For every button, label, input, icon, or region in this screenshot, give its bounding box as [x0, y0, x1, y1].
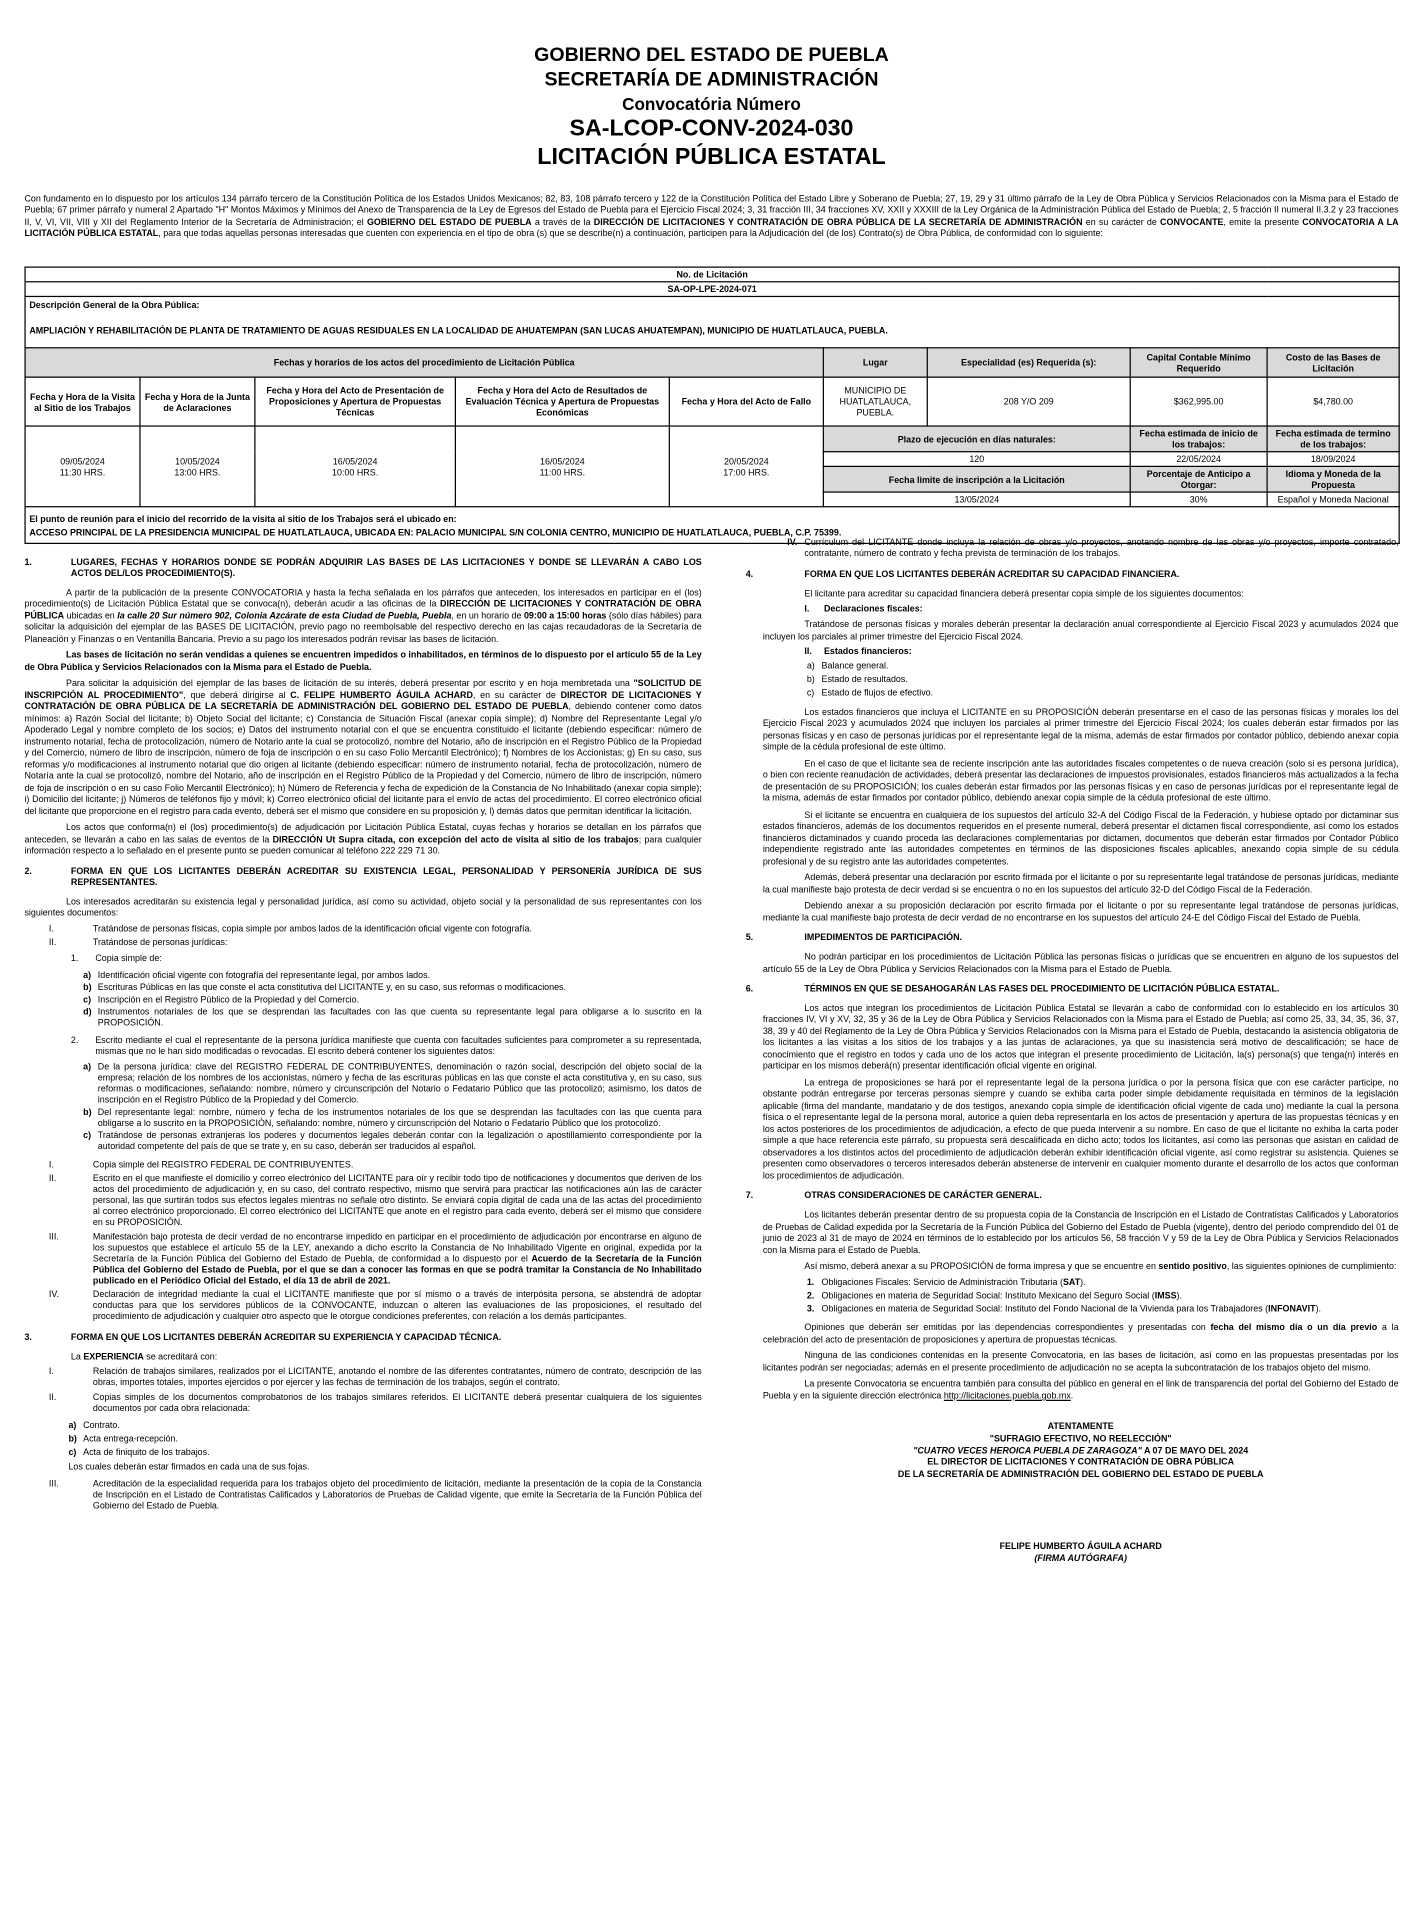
fechas-header: Fechas y horarios de los actos del procedimiento de Licitación Pública — [25, 348, 823, 377]
visita-value: 09/05/2024 11:30 HRS. — [25, 426, 140, 507]
section-4-item-c: c) Estado de flujos de efectivo. — [806, 686, 934, 698]
plazo-value: 120 — [823, 452, 1130, 467]
section-7-opinion-2: 2. Obligaciones en materia de Seguridad Social: Instituto Mexicano del Seguro Social (IMSS). — [806, 1289, 1183, 1301]
header-licitacion-type: LICITACIÓN PÚBLICA ESTATAL — [537, 144, 886, 170]
section-2-item-ii: II. Tratándose de personas jurídicas: — [48, 936, 228, 948]
limite-value: 13/05/2024 — [823, 492, 1130, 507]
fallo-header: Fecha y Hora del Acto de Fallo — [669, 377, 823, 426]
header-convocatoria-number: SA-LCOP-CONV-2024-030 — [569, 116, 854, 142]
section-7-p3: Opiniones que deberán ser emitidas por las dependencias correspondientes y presentadas con fecha del mismo día o un día previo a la celebración del acto de presentación de proposiciones y apertura de propuestas técnicas. — [762, 1322, 1399, 1345]
section-2-escrito-c: c) Tratándose de personas extranjeras los poderes y documentos legales deberán contar con la legalización o apostillamiento correspondiente por la autoridad competente del país de que se trate y, en su caso, deberán ser traducidos al español. — [83, 1129, 702, 1152]
capital-value: $362,995.00 — [1130, 377, 1267, 426]
section-7-title: 7. OTRAS CONSIDERACIONES DE CARÁCTER GENERAL. — [745, 1189, 1042, 1201]
section-5-title: 5. IMPEDIMENTOS DE PARTICIPACIÓN. — [745, 931, 963, 943]
section-1-title: 1. LUGARES, FECHAS Y HORARIOS DONDE SE PODRÁN ADQUIRIR LAS BASES DE LAS LICITACIONES Y DONDE SE LLEVARÁN A CABO LOS ACTOS DEL/LOS PROCEDIMIENTO(S). — [24, 556, 702, 579]
signature-block — [734, 1421, 1399, 1564]
junta-header: Fecha y Hora de la Junta de Aclaraciones — [140, 377, 255, 426]
section-2-escrito: 2. Escrito mediante el cual el representante de la persona jurídica manifieste que cuenta con facultades suficientes para comprometer a su representada, mismas que no le han sido modificadas o revocadas. El escrito deberá contener los siguientes datos: — [70, 1033, 702, 1056]
section-2-item-i: I. Tratándose de personas físicas, copia simple por ambos lados de la identificación oficial vigente con fotografía. — [48, 922, 532, 934]
section-6-p1: Los actos que integran los procedimientos de Licitación Pública Estatal se llevarán a cabo de conformidad con lo establecido en los artículos 30 fracciones IV, VI y XV, 32, 35 y 36 de la Ley de Obra Pública y Servicios Relacionados con la Misma para el Estado de Puebla; así como 25, 33, 34, 35, 36, 37, 38, 39 y 40 del Reglamento de la Ley de Obra Pública y Servicios Relacionados con la Misma para el Estado de Puebla, destacando la asistencia obligatoria de los licitantes a las visitas a los sitios de los trabajos y a las juntas de aclaraciones, ya que su inasistencia será motivo de descalificación; se hace de conocimiento que el registro en todos y cada uno de los actos que integran el presente procedimiento de Licitación, la(s) persona(s) que tenga(n) interés en participar en los mismos deberá(n) presentar identificación oficial vigente en original. — [762, 1002, 1399, 1072]
signature-note: (FIRMA AUTÓGRAFA) — [1034, 1552, 1127, 1564]
lugar-header: Lugar — [823, 348, 927, 377]
costo-value: $4,780.00 — [1267, 377, 1399, 426]
section-4-p5: Si el licitante se encuentra en cualquiera de los supuestos del artículo 32-A del Código Fiscal de la Federación, y hubiese optado por dictaminar sus estados financieros, además de los documentos requeridos en el presente numeral, deberá presentar el dictamen fiscal correspondiente, así como los estados financieros dictaminados y cuando proceda las declaraciones complementarias por dictamen, documentos que deberán estar firmados por Contador Público independiente registrado ante las autoridades competentes en términos de las disposiciones fiscales aplicables, anexando copia simple de su cédula profesional y de su registro ante las autoridades competentes. — [762, 808, 1399, 867]
section-2-copia: 1. Copia simple de: — [70, 952, 162, 964]
section-3-note: Los cuales deberán estar firmados en cada una de sus fojas. — [68, 1460, 310, 1472]
signature-motto: "SUFRAGIO EFECTIVO, NO REELECCIÓN" — [989, 1432, 1172, 1444]
document-header — [0, 44, 1423, 171]
section-7-p2: Así mismo, deberá anexar a su PROPOSICIÓN de forma impresa y que se encuentre en sentido positivo, las siguientes opiniones de cumplimiento: — [804, 1260, 1397, 1272]
section-2-p1: Los interesados acreditarán su existencia legal y personalidad jurídica, así como su actividad, objeto social y la personalidad de sus representantes con los siguientes documentos: — [24, 895, 702, 919]
section-4-item-a: a) Balance general. — [806, 660, 889, 672]
section-3-item-ii: II. Copias simples de los documentos comprobatorios de los trabajos similares referidos. El LICITANTE deberá presentar cualquiera de los siguientes documentos por cada obra relacionada: — [48, 1391, 702, 1414]
signature-place-date: "CUATRO VECES HEROICA PUEBLA DE ZARAGOZA" A 07 DE MAYO DEL 2024 — [913, 1444, 1249, 1456]
section-4-p1: El licitante para acreditar su capacidad financiera deberá presentar copia simple de los siguientes documentos: — [804, 587, 1244, 599]
section-2-escrito-b: b) Del representante legal: nombre, número y fecha de los instrumentos notariales de los que se desprendan las facultades con las que cuenta para obligarse a lo suscrito en la PROPOSICIÓN, señalando: nombre, número y circunscripción del Notario o Fedatario Público que los protocolizó. — [83, 1106, 702, 1129]
section-3-item-a: a) Contrato. — [68, 1419, 120, 1431]
obra-description-value: AMPLIACIÓN Y REHABILITACIÓN DE PLANTA DE TRATAMIENTO DE AGUAS RESIDUALES EN LA LOCALIDAD DE AHUATEMPAN (SAN LUCAS AHUATEMPAN), MUNICIPIO DE HUATLATLAUCA, PUEBLA. — [25, 314, 1399, 348]
section-2-copia-a: a) Identificación oficial vigente con fotografía del representante legal, por ambos lados. — [83, 969, 431, 981]
lugar-value: MUNICIPIO DE HUATLATLAUCA, PUEBLA. — [823, 377, 927, 426]
junta-value: 10/05/2024 13:00 HRS. — [140, 426, 255, 507]
limite-label: Fecha limite de inscripción a la Licitación — [823, 466, 1130, 492]
section-1-p4: Los actos que conforma(n) el (los) procedimiento(s) de adjudicación por Licitación Pública Estatal, cuyas fechas y horarios se detallan en los párrafos que anteceden, se llevarán a cabo en las salas de eventos de la DIRECCIÓN Ut Supra citada, con excepción del acto de visita al sitio de los trabajos; para cualquier información respecto a lo señalado en el presente punto se pueden comunicar al teléfono 222 229 71 30. — [24, 821, 702, 857]
section-2-escrito-a: a) De la persona jurídica: clave del REGISTRO FEDERAL DE CONTRIBUYENTES, denominación o razón social, descripción del objeto social de la empresa; relación de los nombres de los accionistas, número y fecha de las escrituras públicas en las que conste el acta constitutiva y, en su caso, sus reformas o modificaciones, señalando: nombre, número y circunscripción del Notario o Fedatario Público que las protocolizó; asimismo, los datos de inscripción en el Registro Público de la Propiedad y del Comercio. — [83, 1061, 702, 1106]
section-1-p3: Para solicitar la adquisición del ejemplar de las bases de licitación de su interés, deberá presentar por escrito y en hoja membretada una "SOLICITUD DE INSCRIPCIÓN AL PROCEDIMIENTO", que deberá dirigirse al C. FELIPE HUMBERTO ÁGUILA ACHARD, en su carácter de DIRECTOR DE LICITACIONES Y CONTRATACIÓN DE OBRA PÚBLICA DE LA SECRETARÍA DE ADMINISTRACIÓN DEL GOBIERNO DEL ESTADO DE PUEBLA, debiendo contener como datos mínimos: a) Razón Social del licitante; b) Objeto Social del licitante; c) Constancia de Situación Fiscal (anexar copia simple); d) Nombre del Representante Legal y/o Apoderado Legal y nombre completo de los socios; e) Datos del instrumento notarial con el que se encuentra constituido el licitante (debiendo especificar: número de instrumento notarial, fecha de protocolización, número de Notario ante la cual se protocolizó, nombre del Notario, año de inscripción en el Registro Público de la Propiedad y del Comercio, número de libro de inscripción, número de foja de inscripción o en su caso Folio Mercantil Electrónico); f) Nombres de los Accionistas; g) En su caso, sus reformas y/o modificaciones al instrumento notarial que dio origen al licitante (debiendo especificar: número de instrumento notarial, fecha de protocolización, número de Notaría ante la cual se protocolizó, nombre del Notario, año de inscripción en el Registro Público de la Propiedad y del Comercio, número de libro de inscripción, número de foja de inscripción o en su caso Folio Mercantil Electrónico); h) Número de Referencia y fecha de expedición de la Constancia de No Inhabilitado (anexar copia simple); i) Domicilio del licitante; j) Números de teléfonos fijo y móvil; k) Correo electrónico oficial del licitante para el envío de actas del procedimiento. El correo electrónico oficial del licitante que proporcione en el registro para cada evento, deberá ser el mismo que considere en su proposición y, l) demás datos que permitan identificar la licitación. — [24, 677, 702, 817]
right-column — [734, 538, 1399, 1564]
section-2-copia-d: d) Instrumentos notariales de los que se desprendan las facultades con las que cuenta su representante legal para obligarse a lo suscrito en la PROPOSICIÓN. — [83, 1006, 702, 1028]
signature-atentamente: ATENTAMENTE — [1047, 1421, 1114, 1433]
anticipo-label: Porcentaje de Anticipo a Otorgar: — [1130, 466, 1267, 492]
licitaciones-link[interactable]: http://licitaciones.puebla.gob.mx — [943, 1389, 1071, 1401]
signature-position-1: EL DIRECTOR DE LICITACIONES Y CONTRATACIÓN DE OBRA PÚBLICA — [927, 1456, 1235, 1468]
section-7-p1: Los licitantes deberán presentar dentro de su propuesta copia de la Constancia de Inscripción en el Listado de Contratistas Calificados y Laboratorios de Pruebas de Calidad expedida por la Secretaría de la Función Pública del Gobierno del Estado de Puebla (vigente), dentro del periodo comprendido del 01 de junio de 2023 al 31 de mayo de 2024 en términos de lo establecido por los artículos 56, 58 fracción V y 59 de la Ley de Obra Pública y Servicios Relacionados con la Misma para el Estado de Puebla. — [762, 1209, 1399, 1256]
section-3-item-iv: IV. Currículum del LICITANTE donde incluya la relación de obras y/o proyectos, anotando nombre de las obras y/o proyectos, importe contratado, contratante, número de contrato y fecha prevista de terminación de los trabajos. — [787, 536, 1399, 559]
section-7-p5: La presente Convocatoria se encuentra también para consulta del público en general en el link de transparencia del portal del Gobierno del Estado de Puebla y en la siguiente dirección electrónica http://licitaciones.puebla.gob.mx. — [762, 1378, 1399, 1401]
header-convocatoria-label: Convocatória Número — [622, 94, 801, 114]
section-5-p1: No podrán participar en los procedimientos de Licitación Pública las personas físicas o jurídicas que se encuentren en alguno de los supuestos del artículo 55 de la Ley de Obra Pública y Servicios Relacionados con la Misma para el Estado de Puebla. — [762, 951, 1399, 974]
section-4-item-i: I. Declaraciones fiscales: — [804, 602, 923, 614]
section-7-opinion-1: 1. Obligaciones Fiscales: Servicio de Administración Tributaria (SAT). — [806, 1276, 1086, 1288]
licitacion-number-value: SA-OP-LPE-2024-071 — [25, 282, 1399, 297]
left-column — [24, 548, 701, 1516]
header-government: GOBIERNO DEL ESTADO DE PUEBLA — [534, 45, 889, 67]
resultados-value: 16/05/2024 11:00 HRS. — [455, 426, 669, 507]
section-2-title: 2. FORMA EN QUE LOS LICITANTES DEBERÁN ACREDITAR SU EXISTENCIA LEGAL, PERSONALIDAD Y PERSONERÍA JURÍDICA DE SUS REPRESENTANTES. — [24, 865, 702, 888]
section-4-p4: En el caso de que el licitante sea de reciente inscripción ante las autoridades fiscales competentes o de nueva creación (solo si es persona jurídica), o bien con reciente reanudación de actividades, deberá presentar las declaraciones de impuestos provisionales, estados financieros más actualizados a la fecha de presentación de su PROPOSICIÓN; los cuales deberán estar firmados por las personas físicas y en caso de personas jurídicas por el representante legal de la misma, además de estar firmados por contador público, debiendo anexar copia simple de la cédula profesional de este último. — [762, 757, 1399, 804]
inicio-label: Fecha estimada de inicio de los trabajos: — [1130, 426, 1267, 452]
presentacion-value: 16/05/2024 10:00 HRS. — [255, 426, 455, 507]
anticipo-value: 30% — [1130, 492, 1267, 507]
section-2-protesta: III. Manifestación bajo protesta de decir verdad de no encontrarse impedido en participar en el procedimiento de adjudicación por encontrarse en alguno de los supuestos que establece el artículo 55 de la LEY, anexando a dicho escrito la Constancia de No Inhabilitado Vigente en original, expedida por la Secretaría de la Función Pública del Gobierno del Estado de Puebla, de conformidad a lo dispuesto por el Acuerdo de la Secretaría de la Función Pública del Gobierno del Estado de Puebla, por el que se dan a conocer las formas en que se podrá tramitar la Constancia de No Inhabilitado publicado en el Periódico Oficial del Estado, el día 13 de abril de 2021. — [48, 1230, 702, 1286]
section-4-p7: Debiendo anexar a su proposición declaración por escrito firmada por el licitante o por su representante legal tratándose de personas jurídicas, mediante la cual manifieste bajo protesta de decir verdad de no encontrarse en los supuestos del artículo 24-E del Código Fiscal del Estado de Puebla. — [762, 899, 1399, 923]
especialidad-value: 208 Y/O 209 — [927, 377, 1130, 426]
section-3-p1: La EXPERIENCIA se acreditará con: — [70, 1350, 218, 1362]
section-4-item-ii: II. Estados financieros: — [804, 645, 912, 657]
idioma-value: Español y Moneda Nacional — [1267, 492, 1399, 507]
section-3-title: 3. FORMA EN QUE LOS LICITANTES DEBERÁN ACREDITAR SU EXPERIENCIA Y CAPACIDAD TÉCNICA. — [24, 1331, 502, 1343]
section-2-domicilio: II. Escrito en el que manifieste el domicilio y correo electrónico del LICITANTE para oír y recibir todo tipo de notificaciones y documentos que deriven de los actos del procedimiento de adjudicación y, en su caso, del contrato respectivo, mismo que servirá para practicar las notificaciones aún las de carácter personal, las que surtirán todos sus efectos legales mientras no señale otro distinto. Se enviará copia digital de cada una de las actas del procedimiento al correo electrónico proporcionado. El correo electrónico del LICITANTE que anote en el registro para cada evento, deberá ser el mismo que considere en su PROPOSICIÓN. — [48, 1172, 702, 1228]
punto-reunion-value: ACCESO PRINCIPAL DE LA PRESIDENCIA MUNICIPAL DE HUATLATLAUCA, UBICADA EN: PALACIO MUNICIPAL S/N COLONIA CENTRO, MUNICIPIO DE HUATLATLAUCA, PUEBLA, C.P. 75399. — [25, 526, 1399, 544]
fallo-value: 20/05/2024 17:00 HRS. — [669, 426, 823, 507]
section-1-p1: A partir de la publicación de la presente CONVOCATORIA y hasta la fecha señalada en los párrafos que anteceden, los interesados en participar en el (los) procedimiento(s) de Licitación Pública Estatal que se convoca(n), deberán acudir a las oficinas de la DIRECCIÓN DE LICITACIONES Y CONTRATACIÓN DE OBRA PÚBLICA ubicadas en la calle 20 Sur número 902, Colonia Azcárate de esta Ciudad de Puebla, Puebla, en un horario de 09:00 a 15:00 horas (sólo días hábiles) para solicitar la adquisición del ejemplar de las BASES DE LICITACIÓN, previo pago no reembolsable del respectivo derecho en las cajas recaudadoras de la Secretaría de Planeación y Finanzas o en Ventanilla Bancaria. Previo a su pago los interesados podrán revisar las bases de licitación. — [24, 586, 702, 644]
section-6-title: 6. TÉRMINOS EN QUE SE DESAHOGARÁN LAS FASES DEL PROCEDIMIENTO DE LICITACIÓN PÚBLICA ESTATAL. — [745, 982, 1280, 994]
termino-label: Fecha estimada de termino de los trabajos: — [1267, 426, 1399, 452]
section-4-p6: Además, deberá presentar una declaración por escrito firmada por el licitante o por su representante legal tratándose de personas jurídicas, mediante la cual manifieste bajo protesta de decir verdad si se encuentra o no en los supuestos del artículo 32-D del Código Fiscal de la Federación. — [762, 871, 1399, 895]
especialidad-header: Especialidad (es) Requerida (s): — [927, 348, 1130, 377]
section-7-opinion-3: 3. Obligaciones en materia de Seguridad Social: Instituto del Fondo Nacional de la Vivienda para los Trabajadores (INFONAVIT). — [806, 1302, 1322, 1314]
presentacion-header: Fecha y Hora del Acto de Presentación de Proposiciones y Apertura de Propuestas Técnicas — [255, 377, 455, 426]
section-4-title: 4. FORMA EN QUE LOS LICITANTES DEBERÁN ACREDITAR SU CAPACIDAD FINANCIERA. — [745, 568, 1180, 580]
section-4-p2: Tratándose de personas físicas y morales deberán presentar la declaración anual correspondiente al Ejercicio Fiscal 2023 y acumulados 2024 que incluyen los parciales al primer trimestre del Ejercicio Fiscal 2024. — [762, 618, 1399, 642]
section-7-p4: Ninguna de las condiciones contenidas en la presente Convocatoria, en las bases de licitación, así como en las propuestas presentadas por los licitantes podrán ser negociadas; además en el presente procedimiento de adjudicación no se acepta la subcontratación de los trabajos objeto del mismo. — [762, 1350, 1399, 1373]
intro-paragraph: Con fundamento en lo dispuesto por los artículos 134 párrafo tercero de la Constitución Política de los Estados Unidos Mexicanos; 82, 83, 108 párrafo tercero y 122 de la Constitución Política del Estado Libre y Soberano de Puebla; 27, 19, 29 y 31 último párrafo de la Ley de Obra Pública y Servicios Relacionados con la Misma para el Estado de Puebla; 67 primer párrafo y numeral 2 Apartado "H" Montos Máximos y Mínimos del Anexo de Transparencia de la Ley de Egresos del Estado de Puebla para el Ejercicio Fiscal 2024; 3, 31 fracción III, 34 fracciones XV, XXII y XXXIII de la Ley Orgánica de la Administración Pública del Estado de Puebla; 2, 5 fracción II numeral II.3.2 y 23 fracciones II, V, VI, VII, VIII y XII del Reglamento Interior de la Secretaría de Administración; el GOBIERNO DEL ESTADO DE PUEBLA a través de la DIRECCIÓN DE LICITACIONES Y CONTRATACIÓN DE OBRA PÚBLICA DE LA SECRETARÍA DE ADMINISTRACIÓN en su carácter de CONVOCANTE, emite la presente CONVOCATORIA A LA LICITACIÓN PÚBLICA ESTATAL, para que todas aquellas personas interesadas que cuenten con experiencia en el tipo de obra (s) que se describe(n) a continuación, participen para la Adjudicación del (de los) Contrato(s) de Obra Pública, de conformidad con lo siguiente: — [24, 193, 1399, 239]
section-3-item-c: c) Acta de finiquito de los trabajos. — [68, 1445, 210, 1457]
section-6-p2: La entrega de proposiciones se hará por el representante legal de la persona jurídica o por la persona física que con ese carácter participe, no obstante podrán entregarse por terceras personas siempre y cuando se exhiba carta poder simple debidamente requisitada en términos de la legislación aplicable (firma del mandante, mandatario y de dos testigos, anexando copia simple de identificación oficial vigente de cada uno) mediante la cual la persona física o el representante legal de la persona moral, autorice a quien deba representarla en los actos de presentación y apertura de las propuestas técnicas y en los actos posteriores de los procedimientos de adjudicación, a efecto de que pueda intervenir a su nombre. En caso de que el licitante no exhiba la carta poder simple a que hace referencia este párrafo, su propuesta será descalificada en dicho acto; todos los licitantes, así como las personas que asistan en calidad de observadores a los distintos actos del procedimiento de adjudicación deberán exhibir identificación oficial vigente, así como registrar su asistencia. Quienes se presenten como observadores o terceros interesados deberán abstenerse de intervenir en cualquier momento durante el desarrollo de los actos que conforman los procedimientos de adjudicación. — [762, 1076, 1399, 1181]
signature-name: FELIPE HUMBERTO ÁGUILA ACHARD — [999, 1540, 1162, 1552]
section-4-item-b: b) Estado de resultados. — [806, 673, 908, 685]
section-3-item-i: I. Relación de trabajos similares, realizados por el LICITANTE, anotando el nombre de las diferentes contratantes, número de contrato, descripción de las obras, importes totales, importes ejercidos o por ejercer y las fechas de terminación de los trabajos, según el contrato. — [48, 1366, 702, 1388]
visita-header: Fecha y Hora de la Visita al Sitio de los Trabajos — [25, 377, 140, 426]
resultados-header: Fecha y Hora del Acto de Resultados de Evaluación Técnica y Apertura de Propuestas Económicas — [455, 377, 669, 426]
section-2-copia-b: b) Escrituras Públicas en las que conste el acta constitutiva del LICITANTE y, en su caso, sus reformas o modificaciones. — [83, 981, 567, 993]
capital-header: Capital Contable Mínimo Requerido — [1130, 348, 1267, 377]
costo-header: Costo de las Bases de Licitación — [1267, 348, 1399, 377]
signature-position-2: DE LA SECRETARÍA DE ADMINISTRACIÓN DEL GOBIERNO DEL ESTADO DE PUEBLA — [897, 1468, 1264, 1480]
obra-description-label: Descripción General de la Obra Pública: — [25, 296, 1399, 313]
section-3-item-iii: III. Acreditación de la especialidad requerida para los trabajos objeto del procedimiento de licitación, mediante la presentación de la copia de la Constancia de Inscripción en el Listado de Contratistas Calificados y Laboratorios de Pruebas de Calidad vigente, que emite la Secretaría de la Función Pública del Gobierno del Estado de Puebla. — [48, 1478, 702, 1511]
licitacion-number-label: No. de Licitación — [25, 267, 1399, 282]
licitacion-table — [24, 267, 1398, 545]
idioma-label: Idioma y Moneda de la Propuesta — [1267, 466, 1399, 492]
section-2-copia-c: c) Inscripción en el Registro Público de la Propiedad y del Comercio. — [83, 993, 360, 1005]
punto-reunion-label: El punto de reunión para el inicio del recorrido de la visita al sitio de los Trabajos será el ubicado en: — [25, 507, 1399, 526]
inicio-value: 22/05/2024 — [1130, 452, 1267, 467]
plazo-label: Plazo de ejecución en días naturales: — [823, 426, 1130, 452]
section-2-rfc: I. Copia simple del REGISTRO FEDERAL DE CONTRIBUYENTES. — [48, 1158, 354, 1170]
section-2-integridad: IV. Declaración de integridad mediante la cual el LICITANTE manifieste que por sí mismo o a través de interpósita persona, se abstendrá de adoptar conductas para que los servidores públicos de la CONVOCANTE, induzcan o alteren las evaluaciones de las proposiciones, el resultado del procedimiento de adjudicación y cualquier otro aspecto que le otorgue condiciones preferentes, con relación a los demás participantes. — [48, 1288, 702, 1322]
section-3-item-b: b) Acta entrega-recepción. — [68, 1432, 178, 1444]
header-secretariat: SECRETARÍA DE ADMINISTRACIÓN — [544, 69, 879, 91]
section-4-p3: Los estados financieros que incluya el LICITANTE en su PROPOSICIÓN deberán presentarse en el caso de las personas físicas y morales los del Ejercicio Fiscal 2023 y acumulados 2024 que incluyen los parciales al primer trimestre del Ejercicio Fiscal 2024; los cuales deberán estar firmados por las personas físicas y en caso de personas jurídicas por el representante legal de la misma, además de estar firmados por contador público, debiendo anexar copia simple de la cédula profesional de este último. — [762, 706, 1399, 752]
section-1-p2: Las bases de licitación no serán vendidas a quienes se encuentren impedidos o inhabilitados, en términos de lo dispuesto por el artículo 55 de la Ley de Obra Pública y Servicios Relacionados con la Misma para el Estado de Puebla. — [24, 649, 702, 673]
termino-value: 18/09/2024 — [1267, 452, 1399, 467]
